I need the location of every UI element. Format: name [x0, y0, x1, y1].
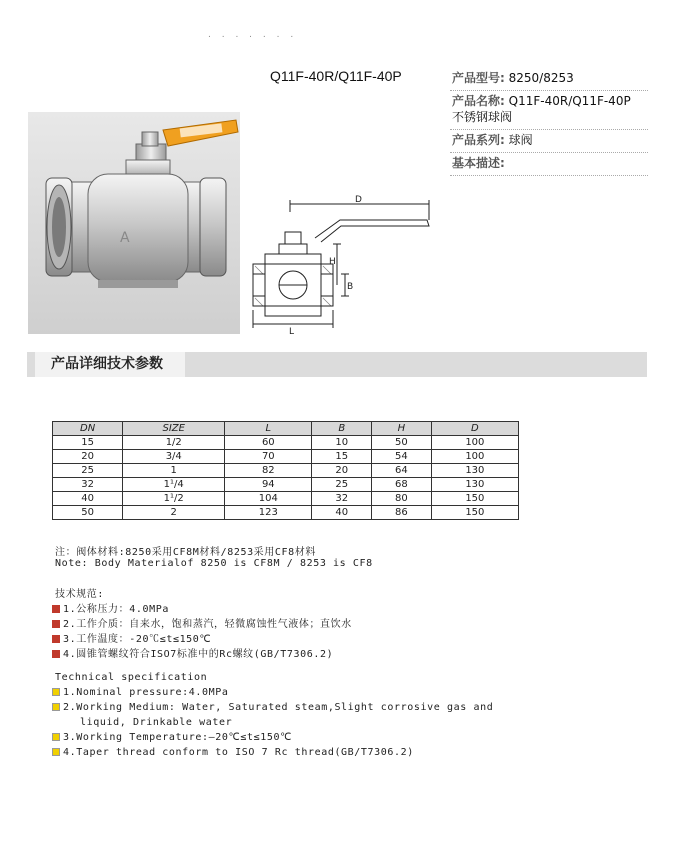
table-row [53, 506, 519, 520]
info-row-name [450, 91, 648, 130]
spec-en-item: 3.Working Temperature:—20℃≤t≤150℃ [52, 732, 292, 743]
column-header: L [225, 422, 312, 436]
red-bullet-icon [52, 620, 60, 628]
table-cell: 20 [312, 464, 372, 478]
table-cell: 68 [372, 478, 432, 492]
info-value: 球阀 [508, 133, 533, 147]
dim-label-d: D [355, 195, 362, 205]
table-cell: 40 [53, 492, 123, 506]
table-cell: 15 [312, 450, 372, 464]
table-header-row [53, 422, 519, 436]
table-cell: 130 [431, 478, 518, 492]
dimension-table [52, 421, 519, 520]
red-bullet-icon [52, 635, 60, 643]
column-header: DN [53, 422, 123, 436]
table-cell: 10 [312, 436, 372, 450]
spec-en-item: 1.Nominal pressure:4.0MPa [52, 687, 229, 698]
column-header: D [431, 422, 518, 436]
yellow-bullet-icon [52, 688, 60, 696]
spec-cn-item: 2.工作介质：自来水，饱和蒸汽，轻微腐蚀性气液体；直饮水 [52, 615, 352, 630]
table-cell: 1/2 [123, 436, 225, 450]
info-key: 产品名称: [452, 94, 505, 108]
table-cell: 1¹/4 [123, 478, 225, 492]
table-cell: 82 [225, 464, 312, 478]
table-cell: 123 [225, 506, 312, 520]
column-header: H [372, 422, 432, 436]
spec-en-item: 4.Taper thread conform to ISO 7 Rc thread(GB/T7306.2) [52, 747, 414, 758]
ball-valve-photo [28, 112, 240, 334]
product-info-panel [450, 68, 648, 176]
info-row-description [450, 153, 648, 176]
table-cell: 104 [225, 492, 312, 506]
info-key: 产品型号: [452, 71, 505, 85]
table-cell: 3/4 [123, 450, 225, 464]
spec-cn-item: 3.工作温度：-20℃≤t≤150℃ [52, 630, 211, 645]
table-cell: 100 [431, 436, 518, 450]
table-cell: 54 [372, 450, 432, 464]
table-cell: 80 [372, 492, 432, 506]
yellow-bullet-icon [52, 748, 60, 756]
valve-dimension-drawing [245, 190, 445, 335]
info-row-model [450, 68, 648, 91]
table-cell: 40 [312, 506, 372, 520]
column-header: B [312, 422, 372, 436]
table-cell: 15 [53, 436, 123, 450]
table-row [53, 436, 519, 450]
product-model-title: Q11F-40R/Q11F-40P [270, 68, 402, 84]
info-value: 8250/8253 [508, 71, 574, 85]
table-cell: 32 [53, 478, 123, 492]
table-cell: 70 [225, 450, 312, 464]
table-row [53, 478, 519, 492]
table-cell: 1 [123, 464, 225, 478]
table-cell: 2 [123, 506, 225, 520]
table-row [53, 492, 519, 506]
table-cell: 150 [431, 492, 518, 506]
info-key: 产品系列: [452, 133, 505, 147]
table-cell: 50 [53, 506, 123, 520]
red-bullet-icon [52, 650, 60, 658]
table-cell: 86 [372, 506, 432, 520]
table-row [53, 464, 519, 478]
header-dots: . . . . . . . [208, 30, 298, 40]
spec-en-title: Technical specification [55, 672, 208, 683]
dim-label-l: L [289, 327, 295, 335]
table-cell: 25 [53, 464, 123, 478]
note-en: Note: Body Materialof 8250 is CF8M / 8253 is CF8 [55, 558, 373, 569]
table-cell: 32 [312, 492, 372, 506]
table-cell: 50 [372, 436, 432, 450]
yellow-bullet-icon [52, 703, 60, 711]
red-bullet-icon [52, 605, 60, 613]
table-cell: 150 [431, 506, 518, 520]
spec-cn-item: 4.圆锥管螺纹符合ISO7标准中的Rc螺纹(GB/T7306.2) [52, 645, 333, 660]
valve-logo-mark: A [120, 230, 130, 246]
table-cell: 1¹/2 [123, 492, 225, 506]
info-row-series [450, 130, 648, 153]
table-cell: 130 [431, 464, 518, 478]
info-key: 基本描述: [452, 156, 505, 170]
table-cell: 100 [431, 450, 518, 464]
table-cell: 94 [225, 478, 312, 492]
column-header: SIZE [123, 422, 225, 436]
table-row [53, 450, 519, 464]
spec-cn-title: 技术规范: [55, 589, 105, 600]
info-value: Q11F-40R/Q11F-40P 不锈钢球阀 [452, 94, 631, 124]
spec-cn-item: 1.公称压力：4.0MPa [52, 600, 169, 615]
dim-label-h: H [329, 257, 336, 267]
yellow-bullet-icon [52, 733, 60, 741]
spec-en-item: 2.Working Medium: Water, Saturated steam,Slight corrosive gas and [52, 702, 493, 713]
table-cell: 60 [225, 436, 312, 450]
table-cell: 20 [53, 450, 123, 464]
table-cell: 64 [372, 464, 432, 478]
section-title: 产品详细技术参数 [35, 352, 185, 377]
note-cn: 注：阀体材料:8250采用CF8M材料/8253采用CF8材料 [55, 547, 316, 558]
dim-label-b: B [347, 282, 354, 292]
spec-en-item-continued: liquid, Drinkable water [80, 717, 233, 728]
table-cell: 25 [312, 478, 372, 492]
